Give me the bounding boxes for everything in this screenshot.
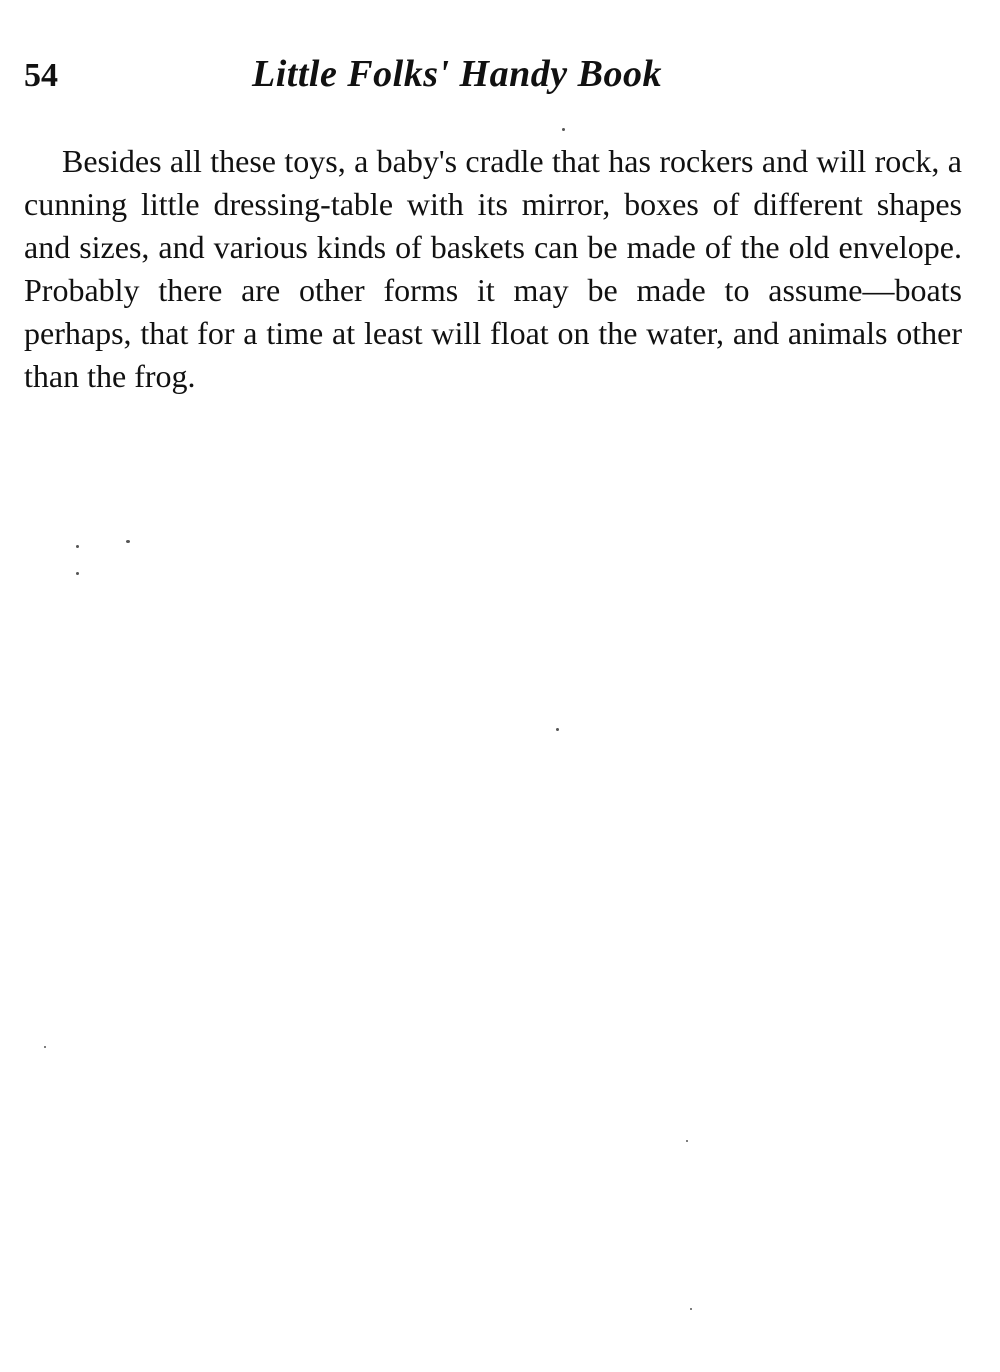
running-head (24, 50, 964, 102)
scan-speck (562, 128, 565, 131)
body-paragraph: Besides all these toys, a baby's cradle that has rockers and will rock, a cunning little dressing-table with its mirror, boxes of different shapes and sizes, and various kinds of baskets can be made of the old envelope. Probably there are other forms it may be made to assume—boats perhaps, that for a time at least will float on the water, and animals other than the frog. (24, 143, 962, 394)
scan-speck (76, 545, 79, 548)
scan-speck (44, 1046, 46, 1048)
scan-speck (690, 1308, 692, 1310)
running-title: Little Folks' Handy Book (252, 53, 662, 95)
page-number: 54 (24, 57, 58, 94)
scan-speck (686, 1140, 688, 1142)
scan-speck (76, 572, 79, 575)
scan-speck (126, 540, 130, 543)
scan-speck (556, 728, 559, 731)
